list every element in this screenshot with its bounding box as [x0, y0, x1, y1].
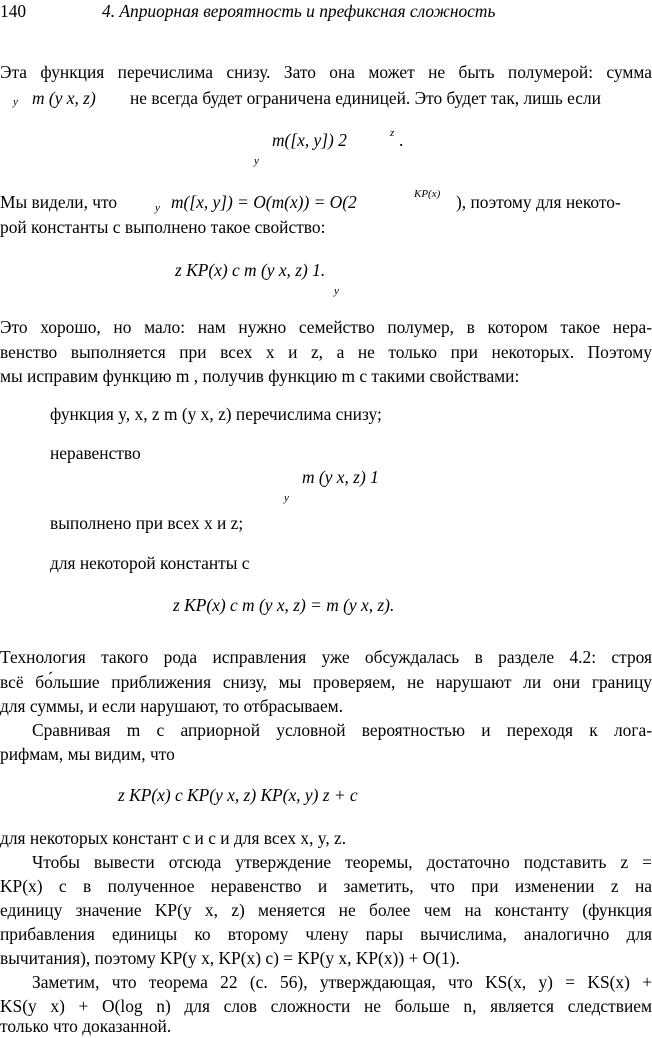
- running-header: [0, 0, 652, 24]
- formula-subscript: y: [254, 155, 259, 167]
- text-line: всё бо́льшие приближения снизу, мы проверяем, не нарушают ли они границу: [0, 672, 652, 692]
- text-line: только что доказанной.: [0, 1016, 172, 1036]
- formula-inline: m([x, y]) = O(m(x)) = O(2: [171, 192, 357, 212]
- formula-display: z KP(x) c m (y x, z) 1.: [175, 260, 326, 280]
- list-item: функция y, x, z m (y x, z) перечислима снизу;: [50, 404, 382, 424]
- formula-display: m (y x, z) 1: [302, 467, 379, 487]
- sum-subscript: y: [13, 96, 18, 108]
- formula-superscript: z: [390, 127, 395, 139]
- text-line: для некоторых констант c и c и для всех x, y, z.: [0, 828, 347, 848]
- text-line: KS(y x) + O(log n) для слов сложности не больше n, является следствием: [0, 996, 652, 1016]
- text-line: Эта функция перечислима снизу. Зато она может не быть полумерой: сумма: [0, 62, 652, 82]
- text-line: Это хорошо, но мало: нам нужно семейство полумер, в котором такое нера-: [0, 317, 652, 337]
- text-line: KP(x) c в полученное неравенство и заметить, что при изменении z на: [0, 876, 652, 896]
- formula-display: z KP(x) c m (y x, z) = m (y x, z).: [173, 595, 395, 615]
- formula-subscript: y: [284, 492, 289, 504]
- text-line: для суммы, и если нарушают, то отбрасываем.: [0, 696, 344, 716]
- formula-display: z KP(x) c KP(y x, z) KP(x, y) z + c: [118, 785, 358, 805]
- text-line: венство выполняется при всех x и z, а не только при некоторых. Поэтому: [0, 342, 652, 362]
- text-line: рифмам, мы видим, что: [0, 744, 175, 764]
- text-span: Мы видели, что: [0, 192, 118, 212]
- formula-subscript: y: [334, 285, 339, 297]
- text-line: Чтобы вывести отсюда утверждение теоремы, достаточно подставить z =: [32, 852, 652, 872]
- text-line: Заметим, что теорема 22 (с. 56), утверждающая, что KS(x, y) = KS(x) +: [32, 972, 652, 992]
- text-line: рой константы c выполнено такое свойство:: [0, 217, 326, 237]
- list-item: для некоторой константы c: [50, 553, 250, 573]
- formula-end: .: [399, 130, 404, 150]
- text-span: не всегда будет ограничена единицей. Это будет так, лишь если: [130, 88, 601, 108]
- text-line: мы исправим функцию m , получив функцию m с такими свойствами:: [0, 366, 520, 386]
- formula-inline: m (y x, z): [32, 88, 96, 108]
- page-number: 140: [0, 1, 27, 21]
- list-item: выполнено при всех x и z;: [50, 513, 244, 533]
- text-line: Технология такого рода исправления уже обсуждалась в разделе 4.2: строя: [0, 647, 652, 667]
- text-line: единицу значение KP(y x, z) меняется не более чем на константу (функция: [0, 900, 652, 920]
- text-span: ), поэтому для некото-: [456, 192, 621, 212]
- text-line: вычитания), поэтому KP(y x, KP(x) c) = KP(y x, KP(x)) + O(1).: [0, 948, 460, 968]
- list-item: неравенство: [50, 443, 141, 463]
- text-line: прибавления единицы ко второму члену пары вычислима, аналогично для: [0, 924, 652, 944]
- formula-display: m([x, y]) 2: [272, 130, 347, 150]
- sum-subscript: y: [155, 202, 160, 214]
- running-title: 4. Априорная вероятность и префиксная сложность: [102, 1, 496, 21]
- text-line: Сравнивая m с априорной условной вероятностью и переходя к лога-: [32, 720, 652, 740]
- formula-superscript: KP(x): [414, 188, 441, 200]
